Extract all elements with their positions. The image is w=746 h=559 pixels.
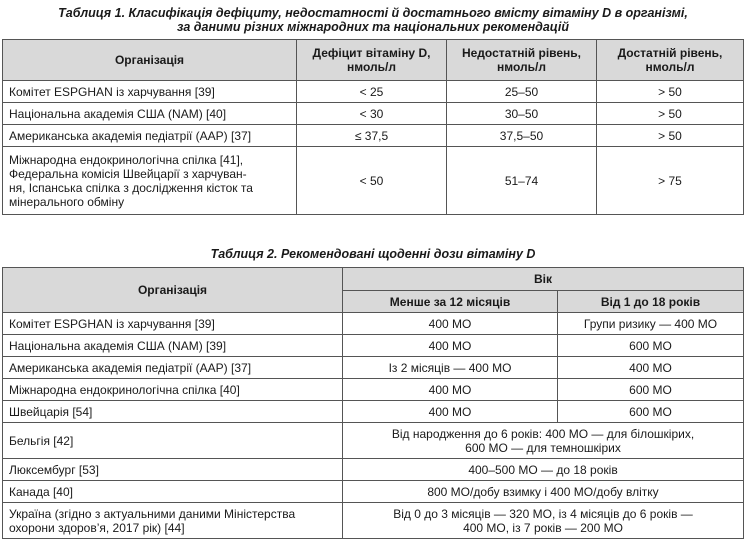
table1-caption-line1: Таблиця 1. Класифікація дефіциту, недостатності й достатнього вмісту вітаміну D в організмі,: [58, 6, 688, 20]
table1-cell-sufficient: > 50: [597, 125, 744, 147]
table2-cell-1to18: 600 МО: [558, 401, 744, 423]
table2-cell-org: Канада [40]: [3, 481, 343, 503]
table2-cell-under12: 400 МО: [343, 335, 558, 357]
table2-cell-org: Міжнародна ендокринологічна спілка [40]: [3, 379, 343, 401]
table2-cell-combined: [343, 503, 744, 539]
table2-cell-org: [3, 503, 343, 539]
table2-header-under12: Менше за 12 місяців: [343, 291, 558, 313]
table1-header-insuff-l1: Недостатній рівень,: [461, 46, 582, 60]
table-row: [3, 481, 744, 503]
table1-header-row: [3, 40, 744, 81]
table2-cell-combined-l1: Від народження до 6 років: 400 МО — для білошкірих,: [391, 426, 695, 441]
table1-header-deficit-l1: Дефіцит вітаміну D,: [312, 46, 431, 60]
vitamin-d-doses-table: [2, 267, 744, 539]
table2-header-1to18: Від 1 до 18 років: [558, 291, 744, 313]
table1-cell-sufficient: > 75: [597, 147, 744, 215]
table1-cell-org: [3, 147, 297, 215]
table2-cell-under12: 400 МО: [343, 379, 558, 401]
table2-cell-combined: [343, 423, 744, 459]
table2-cell-combined: 800 МО/добу взимку і 400 МО/добу влітку: [343, 481, 744, 503]
table1-cell-deficit: < 30: [297, 103, 447, 125]
table2-cell-under12: Із 2 місяців — 400 МО: [343, 357, 558, 379]
table-row: [3, 125, 744, 147]
table-row: [3, 423, 744, 459]
table2-cell-1to18: 600 МО: [558, 379, 744, 401]
table1-header-insufficient: [447, 40, 597, 81]
table1-cell-deficit: ≤ 37,5: [297, 125, 447, 147]
table-row: [3, 401, 744, 423]
table1-cell-insufficient: 51–74: [447, 147, 597, 215]
table2-cell-combined: 400–500 МО — до 18 років: [343, 459, 744, 481]
table1-cell-sufficient: > 50: [597, 103, 744, 125]
table2-cell-combined-l2: 400 МО, із 7 років — 200 МО: [463, 520, 623, 535]
table2-cell-under12: 400 МО: [343, 401, 558, 423]
table2-cell-under12: 400 МО: [343, 313, 558, 335]
table1-header-suff-l2: нмоль/л: [645, 60, 695, 74]
table2-cell-org: Національна академія США (NAM) [39]: [3, 335, 343, 357]
table1-header-deficit: [297, 40, 447, 81]
table2-caption: Таблиця 2. Рекомендовані щоденні дози вітаміну D: [210, 247, 536, 261]
table2-cell-org-l2: охорони здоров’я, 2017 рік) [44]: [9, 520, 185, 535]
table1-cell-deficit: < 25: [297, 81, 447, 103]
table-row: [3, 103, 744, 125]
table1-cell-org: Національна академія США (NAM) [40]: [3, 103, 297, 125]
table2-cell-org: Бельгія [42]: [3, 423, 343, 459]
table1-header-sufficient: [597, 40, 744, 81]
table1-caption-line2: за даними різних міжнародних та національних рекомендацій: [176, 20, 569, 34]
table2-header-age: Вік: [343, 268, 744, 291]
table1-cell-org: Комітет ESPGHAN із харчування [39]: [3, 81, 297, 103]
table1-cell-org-l4: мінерального обміну: [9, 194, 125, 209]
table-row: [3, 147, 744, 215]
vitamin-d-classification-table: [2, 39, 744, 215]
table2-header-org: Організація: [3, 268, 343, 313]
table2-cell-1to18: Групи ризику — 400 МО: [558, 313, 744, 335]
table2-cell-org: Люксембург [53]: [3, 459, 343, 481]
table-row: [3, 335, 744, 357]
table2-cell-org: Американська академія педіатрії (ААР) [37]: [3, 357, 343, 379]
table1-cell-org-l2: Федеральна комісія Швейцарії з харчуван-: [9, 166, 247, 181]
table2-cell-org-l1: Україна (згідно з актуальними даними Міністерства: [9, 506, 296, 521]
table-row: [3, 81, 744, 103]
table1-cell-deficit: < 50: [297, 147, 447, 215]
table-row: [3, 313, 744, 335]
table1-header-deficit-l2: нмоль/л: [347, 60, 396, 74]
table2-cell-combined-l2: 600 МО — для темношкірих: [465, 440, 621, 455]
table2-cell-1to18: 600 МО: [558, 335, 744, 357]
table2-cell-combined-l1: Від 0 до 3 місяців — 320 МО, із 4 місяців до 6 років —: [393, 506, 693, 521]
table1-cell-sufficient: > 50: [597, 81, 744, 103]
table-row: [3, 459, 744, 481]
table1-cell-insufficient: 30–50: [447, 103, 597, 125]
table1-cell-org-l3: ня, Іспанська спілка з дослідження кісток та: [9, 180, 253, 195]
table1-header-org: Організація: [3, 40, 297, 81]
table1-caption: [0, 6, 746, 34]
table1-cell-org: Американська академія педіатрії (ААР) [37]: [3, 125, 297, 147]
table1-header-suff-l1: Достатній рівень,: [617, 46, 723, 60]
table1-header-insuff-l2: нмоль/л: [497, 60, 546, 74]
table2-header-row: [3, 268, 744, 291]
table-row: [3, 357, 744, 379]
table2-cell-org: Комітет ESPGHAN із харчування [39]: [3, 313, 343, 335]
table1-cell-insufficient: 37,5–50: [447, 125, 597, 147]
table1-cell-org-l1: Міжнародна ендокринологічна спілка [41],: [9, 152, 244, 167]
table2-cell-org: Швейцарія [54]: [3, 401, 343, 423]
table-row: [3, 379, 744, 401]
table1-cell-insufficient: 25–50: [447, 81, 597, 103]
table2-cell-1to18: 400 МО: [558, 357, 744, 379]
table-row: [3, 503, 744, 539]
